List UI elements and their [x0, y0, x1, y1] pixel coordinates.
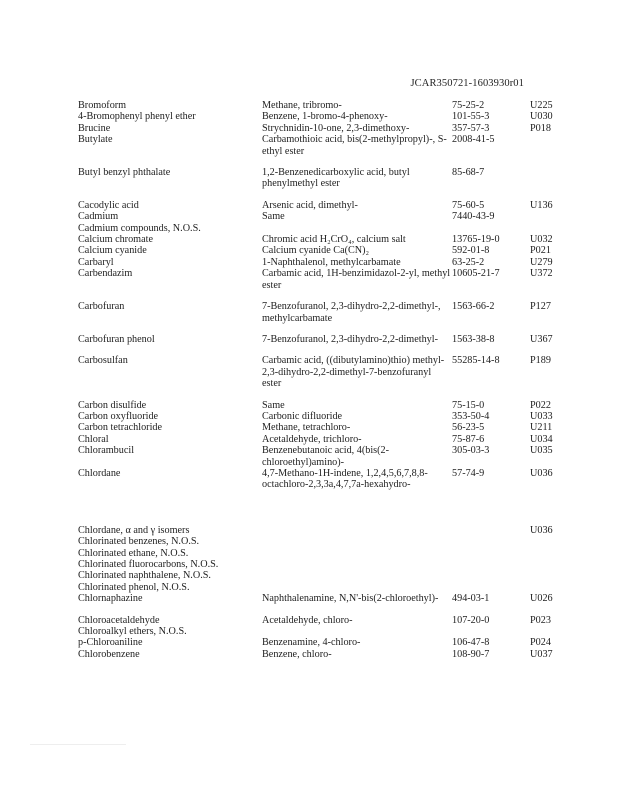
cas-number — [452, 548, 530, 559]
cas-number: 10605-21-7 — [452, 268, 500, 280]
hazardous-constituents-table — [78, 100, 570, 660]
footer-divider — [30, 744, 126, 745]
chemical-name: Butylate — [78, 134, 113, 146]
waste-code — [530, 536, 570, 547]
waste-code: P021 — [530, 245, 551, 257]
table-row — [78, 548, 570, 559]
cas-number: 85-68-7 — [452, 167, 485, 179]
chemical-name: Brucine — [78, 122, 111, 134]
table-row — [78, 525, 570, 536]
cas-number — [452, 582, 530, 593]
chemical-synonym: Benzene, chloro- — [262, 648, 332, 660]
chemical-name: Chloral — [78, 433, 109, 445]
table-row — [78, 536, 570, 547]
table-row — [78, 334, 570, 355]
waste-code — [530, 582, 570, 593]
chemical-name: p-Chloroaniline — [78, 637, 143, 649]
table-row — [78, 593, 570, 614]
cas-number: 108-90-7 — [452, 648, 490, 660]
chemical-name: Carbosulfan — [78, 355, 128, 367]
chemical-name: Chlorinated naphthalene, N.O.S. — [78, 570, 211, 582]
chemical-name: 4-Bromophenyl phenyl ether — [78, 111, 196, 123]
cas-number: 353-50-4 — [452, 410, 490, 422]
table-row — [78, 434, 570, 445]
cas-number: 2008-41-5 — [452, 134, 495, 146]
table-row — [78, 268, 570, 301]
table-row — [78, 570, 570, 581]
chemical-name: Chlorobenzene — [78, 648, 140, 660]
chemical-synonym: Methane, tetrachloro- — [262, 422, 351, 434]
chemical-name: Carbon disulfide — [78, 399, 147, 411]
chemical-synonym: Carbamic acid, ((dibutylamino)thio) methyl-2,3-dihydro-2,2-dimethyl-7-benzofuranyl ester — [262, 355, 445, 390]
chemical-synonym — [262, 582, 452, 593]
table-row — [78, 559, 570, 570]
chemical-synonym: Calcium cyanide Ca(CN)₂ — [262, 245, 370, 257]
chemical-synonym: Benzenamine, 4-chloro- — [262, 637, 361, 649]
table-row — [78, 223, 570, 234]
chemical-synonym: Methane, tribromo- — [262, 100, 342, 111]
chemical-synonym — [262, 559, 452, 570]
cas-number: 1563-38-8 — [452, 333, 495, 345]
cas-number: 75-60-5 — [452, 199, 485, 211]
table-row — [78, 200, 570, 211]
chemical-synonym — [262, 223, 452, 234]
waste-code: P023 — [530, 614, 551, 626]
chemical-name: Chlorambucil — [78, 445, 135, 457]
chemical-name: Carbon oxyfluoride — [78, 410, 159, 422]
waste-code: P022 — [530, 399, 551, 411]
waste-code: U033 — [530, 410, 553, 422]
waste-code: U035 — [530, 445, 553, 457]
table-row — [78, 167, 570, 200]
chemical-name: Carbofuran — [78, 301, 125, 313]
table-row — [78, 637, 570, 648]
table-row — [78, 211, 570, 222]
chemical-synonym: Carbonic difluoride — [262, 410, 343, 422]
chemical-synonym: Chromic acid H₂CrO₄, calcium salt — [262, 234, 406, 246]
cas-number — [452, 525, 530, 536]
waste-code: U032 — [530, 234, 553, 246]
chemical-name: Carbaryl — [78, 256, 114, 268]
waste-code: U136 — [530, 199, 553, 211]
waste-code: U367 — [530, 333, 553, 345]
table-row — [78, 100, 570, 111]
chemical-synonym — [262, 548, 452, 559]
chemical-synonym — [262, 570, 452, 581]
waste-code: U034 — [530, 433, 553, 445]
cas-number — [452, 559, 530, 570]
waste-code: U030 — [530, 111, 553, 123]
cas-number — [452, 223, 530, 234]
waste-code: U225 — [530, 100, 553, 111]
chemical-synonym: 4,7-Methano-1H-indene, 1,2,4,5,6,7,8,8-octachloro-2,3,3a,4,7,7a-hexahydro- — [262, 467, 428, 491]
cas-number — [452, 626, 530, 637]
waste-code — [530, 223, 570, 234]
cas-number: 63-25-2 — [452, 256, 485, 268]
cas-number: 57-74-9 — [452, 467, 485, 479]
table-row — [78, 234, 570, 245]
chemical-name: Chlorinated phenol, N.O.S. — [78, 581, 190, 593]
table-row — [78, 400, 570, 411]
table-row — [78, 445, 570, 468]
cas-number: 55285-14-8 — [452, 355, 500, 367]
cas-number: 56-23-5 — [452, 422, 485, 434]
chemical-synonym: 7-Benzofuranol, 2,3-dihydro-2,2-dimethyl-, methylcarbamate — [262, 301, 441, 324]
table-row — [78, 411, 570, 422]
waste-code: P189 — [530, 355, 551, 367]
cas-number: 75-15-0 — [452, 399, 485, 411]
cas-number: 305-03-3 — [452, 445, 490, 457]
waste-code: U026 — [530, 593, 553, 605]
chemical-synonym: Acetaldehyde, chloro- — [262, 614, 353, 626]
cas-number: 101-55-3 — [452, 111, 490, 123]
chemical-name: Cadmium — [78, 211, 119, 223]
chemical-name: Bromoform — [78, 100, 127, 111]
chemical-name: Chlordane, α and γ isomers — [78, 524, 190, 536]
waste-code: U211 — [530, 422, 553, 434]
table-row — [78, 257, 570, 268]
table-row — [78, 582, 570, 593]
waste-code — [530, 134, 570, 167]
chemical-name: Calcium cyanide — [78, 245, 147, 257]
chemical-name: Chloroacetaldehyde — [78, 614, 160, 626]
chemical-synonym: Carbamic acid, 1H-benzimidazol-2-yl, methyl ester — [262, 268, 451, 291]
document-id: JCAR350721-1603930r01 — [410, 78, 524, 89]
cas-number: 75-87-6 — [452, 433, 485, 445]
chemical-synonym: Acetaldehyde, trichloro- — [262, 433, 362, 445]
waste-code — [530, 570, 570, 581]
chemical-synonym: Carbamothioic acid, bis(2-methylpropyl)-, S-ethyl ester — [262, 134, 447, 157]
chemical-name: Butyl benzyl phthalate — [78, 167, 171, 179]
table-row — [78, 245, 570, 256]
cas-number — [452, 570, 530, 581]
chemical-synonym: Naphthalenamine, N,N'-bis(2-chloroethyl)- — [262, 593, 439, 605]
chemical-synonym — [262, 626, 452, 637]
chemical-synonym: Benzene, 1-bromo-4-phenoxy- — [262, 111, 388, 123]
waste-code — [530, 211, 570, 222]
waste-code: U037 — [530, 648, 553, 660]
chemical-synonym: Benzenebutanoic acid, 4(bis(2-chloroethyl)amino)- — [262, 445, 390, 468]
waste-code: P024 — [530, 637, 551, 649]
chemical-synonym: Same — [262, 211, 285, 223]
chemical-synonym — [262, 536, 452, 547]
waste-code — [530, 559, 570, 570]
waste-code — [530, 626, 570, 637]
chemical-synonym: Strychnidin-10-one, 2,3-dimethoxy- — [262, 122, 410, 134]
waste-code: U372 — [530, 268, 553, 280]
cas-number: 75-25-2 — [452, 100, 485, 111]
chemical-name: Carbofuran phenol — [78, 333, 155, 345]
chemical-name: Carbon tetrachloride — [78, 422, 163, 434]
cas-number: 357-57-3 — [452, 122, 490, 134]
chemical-name: Cacodylic acid — [78, 199, 139, 211]
chemical-name: Cadmium compounds, N.O.S. — [78, 222, 201, 234]
waste-code: U036 — [530, 467, 553, 479]
table-row — [78, 134, 570, 167]
chemical-synonym: 1-Naphthalenol, methylcarbamate — [262, 256, 401, 268]
table-row — [78, 422, 570, 433]
cas-number: 592-01-8 — [452, 245, 490, 257]
table-row — [78, 355, 570, 399]
chemical-synonym: Arsenic acid, dimethyl- — [262, 199, 358, 211]
table-row — [78, 468, 570, 525]
cas-number: 13765-19-0 — [452, 234, 500, 246]
chemical-synonym: Same — [262, 399, 285, 411]
chemical-name: Chlorinated benzenes, N.O.S. — [78, 536, 200, 548]
table-row — [78, 649, 570, 660]
chemical-synonym: 7-Benzofuranol, 2,3-dihydro-2,2-dimethyl- — [262, 333, 438, 345]
waste-code: U279 — [530, 256, 553, 268]
chemical-name: Carbendazim — [78, 268, 133, 280]
cas-number: 494-03-1 — [452, 593, 490, 605]
chemical-name: Chlorinated ethane, N.O.S. — [78, 547, 189, 559]
chemical-name: Calcium chromate — [78, 234, 153, 246]
waste-code: P018 — [530, 122, 551, 134]
table-row — [78, 111, 570, 122]
cas-number — [452, 536, 530, 547]
chemical-name: Chlordane — [78, 467, 121, 479]
table-row — [78, 626, 570, 637]
waste-code — [530, 167, 570, 200]
table-row — [78, 301, 570, 334]
cas-number: 107-20-0 — [452, 614, 490, 626]
waste-code: U036 — [530, 524, 553, 536]
waste-code: P127 — [530, 301, 551, 313]
table-row — [78, 615, 570, 626]
cas-number: 7440-43-9 — [452, 211, 495, 223]
waste-code — [530, 548, 570, 559]
chemical-name: Chlornaphazine — [78, 593, 143, 605]
cas-number: 1563-66-2 — [452, 301, 495, 313]
chemical-synonym — [262, 525, 452, 536]
chemical-name: Chlorinated fluorocarbons, N.O.S. — [78, 559, 219, 570]
cas-number: 106-47-8 — [452, 637, 490, 649]
chemical-synonym: 1,2-Benzenedicarboxylic acid, butyl phenylmethyl ester — [262, 167, 410, 190]
table-row — [78, 123, 570, 134]
chemical-name: Chloroalkyl ethers, N.O.S. — [78, 626, 187, 638]
